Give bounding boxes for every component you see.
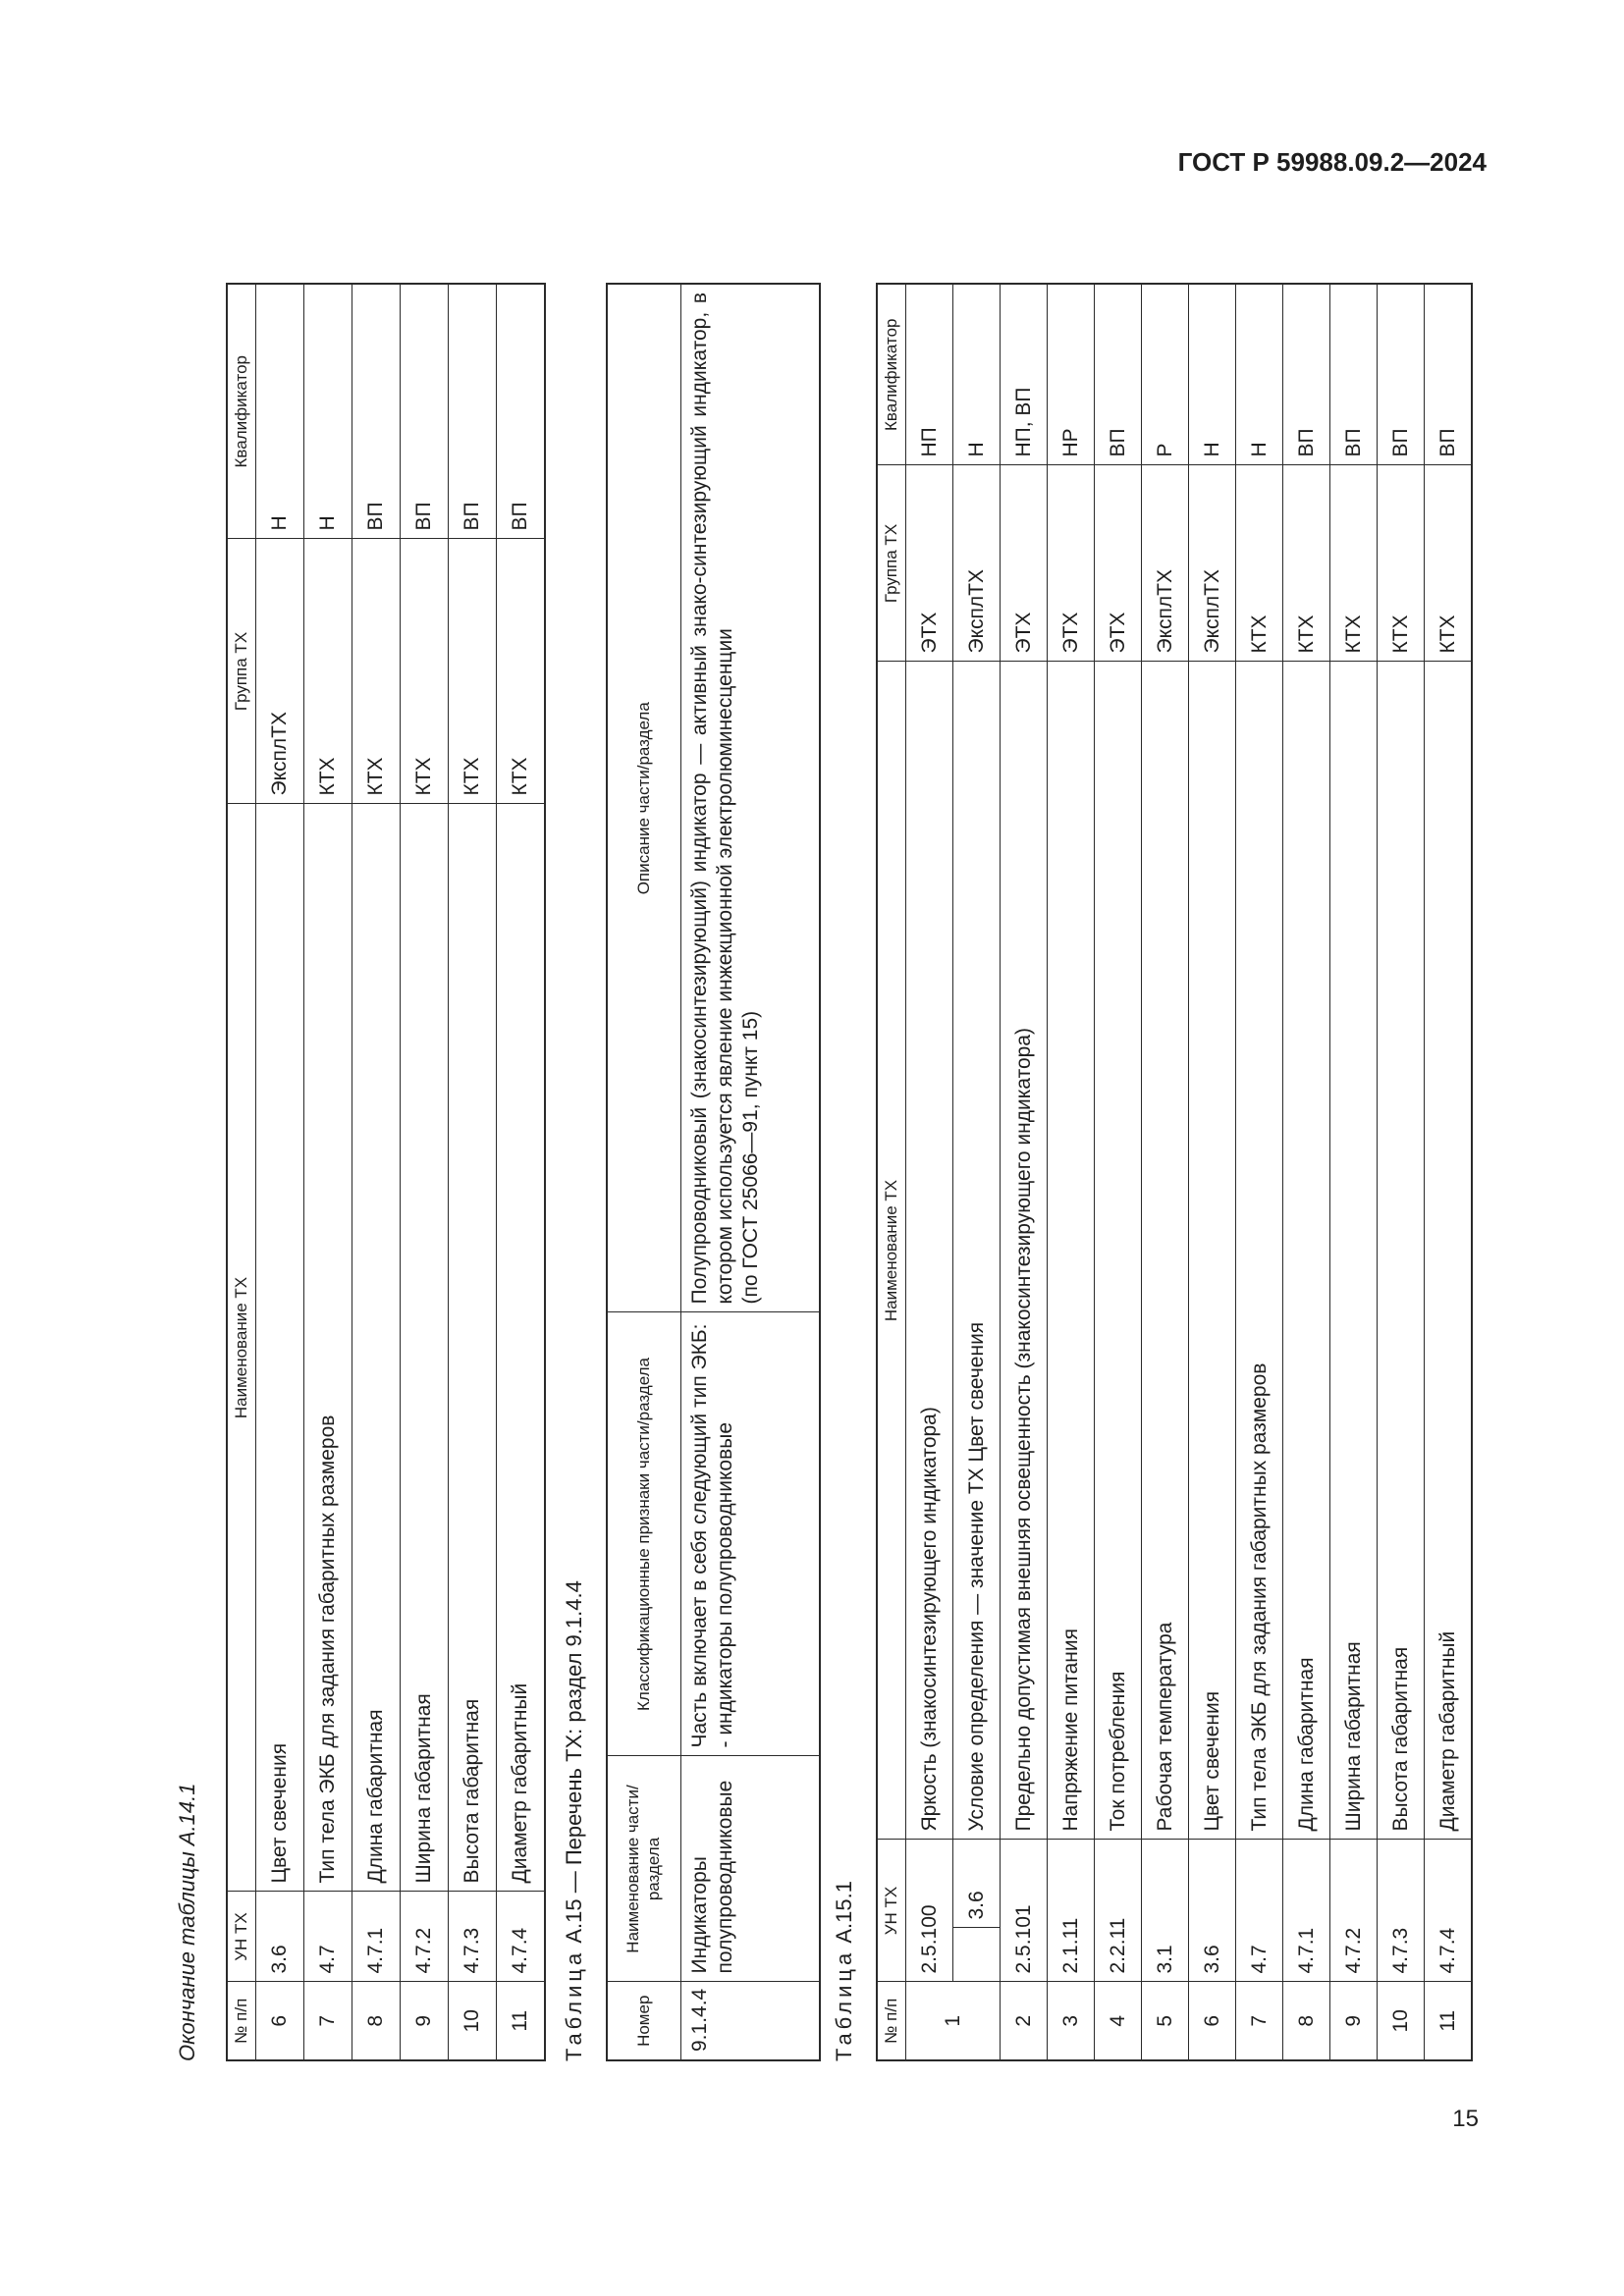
document-code: ГОСТ Р 59988.09.2—2024 <box>1177 147 1487 177</box>
cell-group: КТХ <box>304 539 352 804</box>
cell-un: 2.2.11 <box>1095 1840 1142 1982</box>
table-header-row <box>607 284 680 2060</box>
col-header-name: Наименование ТХ <box>227 804 256 1892</box>
table-a15-1-caption-rest: А.15.1 <box>832 1881 856 1949</box>
cell-name: Ток потребления <box>1095 662 1142 1840</box>
cell-name: Цвет свечения <box>256 804 304 1892</box>
cell-un: 4.7.2 <box>401 1892 449 1982</box>
cell-group: КТХ <box>1425 465 1473 662</box>
cell-qualifier: ВП <box>1378 284 1425 465</box>
cell-group: КТХ <box>1283 465 1330 662</box>
table-a15-caption-rest: А.15 — Перечень ТХ: раздел 9.1.4.4 <box>562 1580 586 1949</box>
table-row <box>1189 284 1236 2060</box>
cell-group: КТХ <box>1378 465 1425 662</box>
cell-name: Высота габаритная <box>449 804 497 1892</box>
page-number: 15 <box>1452 2106 1479 2132</box>
cell-indent <box>953 1928 1001 1982</box>
description-text: Полупроводниковый (знакосинтезирующий) индикатор — активный знако-синтезирующий индикатор, в котором используется явление инжекционной электролюминесценции <box>687 293 736 1305</box>
table-row <box>953 284 1001 2060</box>
cell-un: 3.1 <box>1142 1840 1189 1982</box>
col-header-group: Группа ТХ <box>227 539 256 804</box>
cell-num: 10 <box>449 1982 497 2060</box>
cell-qualifier: ВП <box>401 284 449 539</box>
cell-name: Тип тела ЭКБ для задания габаритных размеров <box>1236 662 1283 1840</box>
cell-un: 2.5.100 <box>906 1840 953 1982</box>
table-row <box>1283 284 1330 2060</box>
col-header-num: № п/п <box>227 1982 256 2060</box>
cell-un: 2.1.11 <box>1048 1840 1095 1982</box>
cell-num: 1 <box>906 1982 1001 2060</box>
cell-number: 9.1.4.4 <box>680 1982 820 2060</box>
cell-num: 9 <box>1330 1982 1378 2060</box>
cell-group: КТХ <box>401 539 449 804</box>
cell-group: ЭксплТХ <box>953 465 1001 662</box>
cell-group: КТХ <box>1330 465 1378 662</box>
cell-num: 6 <box>256 1982 304 2060</box>
cell-un: 3.6 <box>256 1892 304 1982</box>
cell-name: Длина габаритная <box>352 804 401 1892</box>
cell-group: ЭТХ <box>1095 465 1142 662</box>
table-a15-1 <box>876 283 1473 2061</box>
cell-group: ЭксплТХ <box>256 539 304 804</box>
table-row <box>352 284 401 2060</box>
cell-num: 8 <box>1283 1982 1330 2060</box>
cell-group: ЭксплТХ <box>1189 465 1236 662</box>
cell-qualifier: ВП <box>352 284 401 539</box>
cell-qualifier: Н <box>1236 284 1283 465</box>
cell-part-name: Индикаторы полупроводниковые <box>680 1756 820 1982</box>
cell-un: 4.7.3 <box>1378 1840 1425 1982</box>
cell-name: Длина габаритная <box>1283 662 1330 1840</box>
cell-qualifier: Н <box>1189 284 1236 465</box>
cell-num: 4 <box>1095 1982 1142 2060</box>
table-a14-1 <box>226 283 546 2061</box>
table-header-row <box>227 284 256 2060</box>
table-row <box>1330 284 1378 2060</box>
col-header-name: Наименование ТХ <box>877 662 906 1840</box>
cell-un: 4.7.2 <box>1330 1840 1378 1982</box>
cell-num: 11 <box>1425 1982 1473 2060</box>
cell-qualifier: Н <box>953 284 1001 465</box>
cell-name: Ширина габаритная <box>401 804 449 1892</box>
col-header-description: Описание части/раздела <box>607 284 680 1312</box>
cell-qualifier: Р <box>1142 284 1189 465</box>
col-header-group: Группа ТХ <box>877 465 906 662</box>
table-a15-caption <box>562 1580 587 2061</box>
cell-name: Цвет свечения <box>1189 662 1236 1840</box>
col-header-un: УН ТХ <box>877 1840 906 1982</box>
table-row <box>1001 284 1048 2060</box>
cell-qualifier: ВП <box>1330 284 1378 465</box>
col-header-num: № п/п <box>877 1982 906 2060</box>
cell-qualifier: НП, ВП <box>1001 284 1048 465</box>
cell-name: Диаметр габаритный <box>1425 662 1473 1840</box>
cell-name: Диаметр габаритный <box>497 804 546 1892</box>
cell-group: ЭТХ <box>1048 465 1095 662</box>
cell-un: 4.7 <box>1236 1840 1283 1982</box>
cell-un: 4.7.4 <box>497 1892 546 1982</box>
cell-un: 4.7.3 <box>449 1892 497 1982</box>
cell-num: 11 <box>497 1982 546 2060</box>
table-a15-1-caption-prefix: Таблица <box>832 1949 856 2061</box>
table-row <box>680 284 820 2060</box>
cell-name: Высота габаритная <box>1378 662 1425 1840</box>
col-header-features: Классификационные признаки части/раздела <box>607 1312 680 1756</box>
cell-name: Напряжение питания <box>1048 662 1095 1840</box>
cell-num: 2 <box>1001 1982 1048 2060</box>
table-a14-1-caption: Окончание таблицы А.14.1 <box>175 1783 199 2061</box>
cell-qualifier: ВП <box>1095 284 1142 465</box>
cell-name: Рабочая температура <box>1142 662 1189 1840</box>
table-row <box>401 284 449 2060</box>
table-row <box>304 284 352 2060</box>
cell-description <box>680 284 820 1312</box>
cell-name: Условие определения — значение ТХ Цвет свечения <box>953 662 1001 1840</box>
cell-num: 5 <box>1142 1982 1189 2060</box>
col-header-un: УН ТХ <box>227 1892 256 1982</box>
cell-qualifier: ВП <box>497 284 546 539</box>
cell-qualifier: НР <box>1048 284 1095 465</box>
table-row <box>256 284 304 2060</box>
table-row <box>1142 284 1189 2060</box>
cell-un: 3.6 <box>953 1840 1001 1928</box>
description-reference: (по ГОСТ 25066—91, пункт 15) <box>739 1010 762 1305</box>
cell-qualifier: Н <box>256 284 304 539</box>
cell-un: 4.7.4 <box>1425 1840 1473 1982</box>
cell-group: КТХ <box>1236 465 1283 662</box>
cell-group: КТХ <box>352 539 401 804</box>
cell-qualifier: ВП <box>449 284 497 539</box>
col-header-qualifier: Квалификатор <box>877 284 906 465</box>
cell-num: 6 <box>1189 1982 1236 2060</box>
cell-un: 3.6 <box>1189 1840 1236 1982</box>
cell-group: ЭксплТХ <box>1142 465 1189 662</box>
col-header-number: Номер <box>607 1982 680 2060</box>
cell-group: КТХ <box>449 539 497 804</box>
cell-num: 3 <box>1048 1982 1095 2060</box>
col-header-part-name: Наименование части/ раздела <box>607 1756 680 1982</box>
cell-num: 7 <box>1236 1982 1283 2060</box>
cell-un: 4.7.1 <box>1283 1840 1330 1982</box>
table-row <box>906 284 953 2060</box>
cell-un: 4.7.1 <box>352 1892 401 1982</box>
table-a15-1-caption <box>832 1881 857 2061</box>
cell-name: Яркость (знакосинтезирующего индикатора) <box>906 662 953 1840</box>
cell-group: КТХ <box>497 539 546 804</box>
table-row <box>497 284 546 2060</box>
cell-qualifier: ВП <box>1283 284 1330 465</box>
cell-group: ЭТХ <box>1001 465 1048 662</box>
table-row <box>1378 284 1425 2060</box>
cell-num: 8 <box>352 1982 401 2060</box>
cell-qualifier: НП <box>906 284 953 465</box>
cell-name: Предельно допустимая внешняя освещенность (знакосинтезирующего индикатора) <box>1001 662 1048 1840</box>
table-row <box>1425 284 1473 2060</box>
rotated-content <box>137 226 1483 2081</box>
cell-qualifier: ВП <box>1425 284 1473 465</box>
table-row <box>1236 284 1283 2060</box>
table-row <box>1048 284 1095 2060</box>
table-a15-caption-prefix: Таблица <box>562 1949 586 2061</box>
cell-qualifier: Н <box>304 284 352 539</box>
table-header-row <box>877 284 906 2060</box>
table-a15 <box>606 283 821 2061</box>
cell-features: Часть включает в себя следующий тип ЭКБ: - индикаторы полупроводниковые <box>680 1312 820 1756</box>
cell-num: 9 <box>401 1982 449 2060</box>
col-header-qualifier: Квалификатор <box>227 284 256 539</box>
cell-num: 10 <box>1378 1982 1425 2060</box>
cell-un: 4.7 <box>304 1892 352 1982</box>
cell-name: Ширина габаритная <box>1330 662 1378 1840</box>
table-row <box>449 284 497 2060</box>
table-row <box>1095 284 1142 2060</box>
cell-num: 7 <box>304 1982 352 2060</box>
cell-un: 2.5.101 <box>1001 1840 1048 1982</box>
cell-name: Тип тела ЭКБ для задания габаритных размеров <box>304 804 352 1892</box>
cell-group: ЭТХ <box>906 465 953 662</box>
